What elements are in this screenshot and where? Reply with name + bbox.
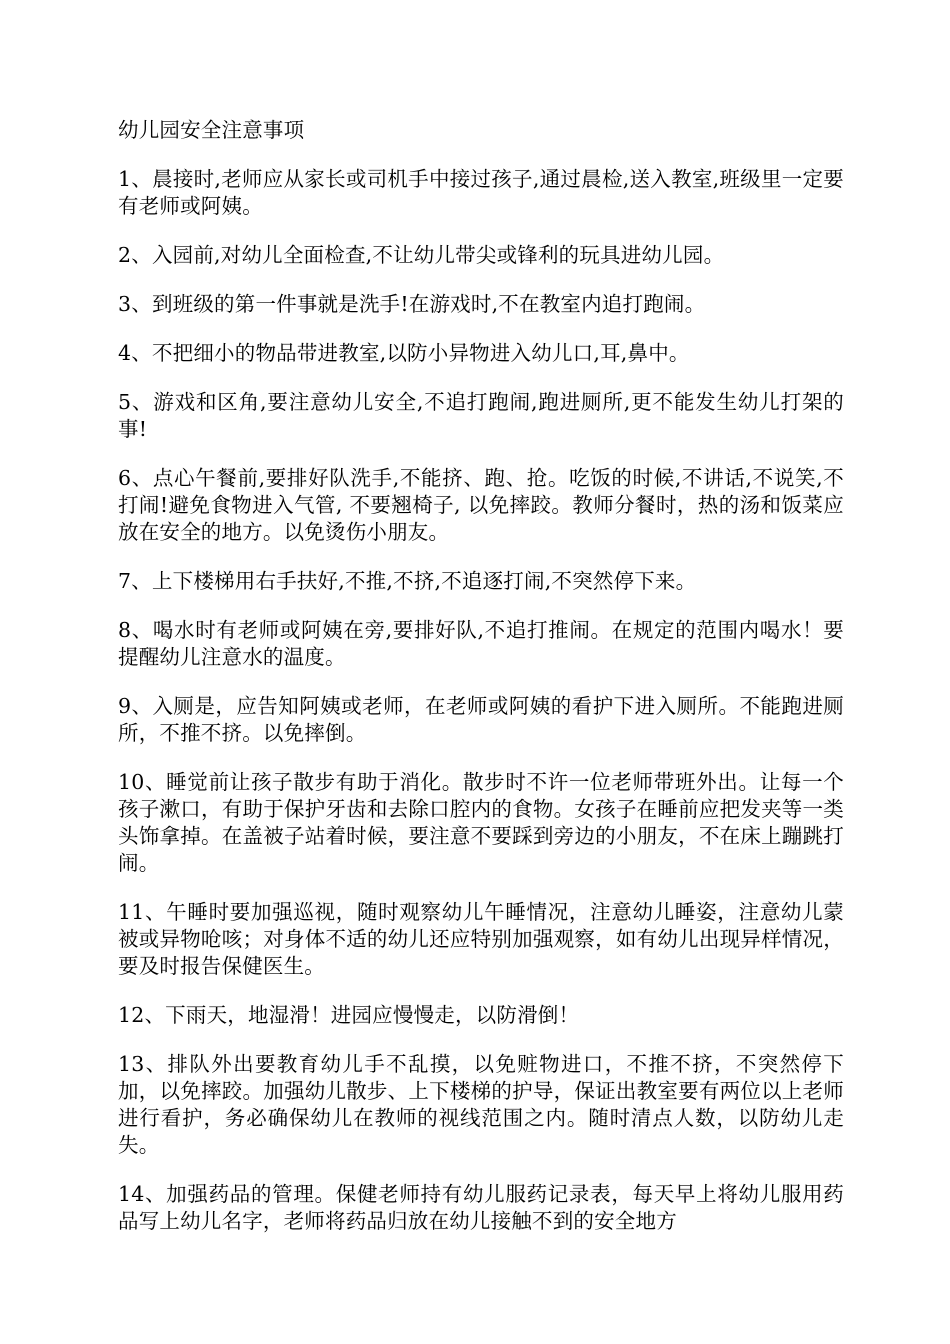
paragraph-2: 2、入园前,对幼儿全面检查,不让幼儿带尖或锋利的玩具进幼儿园。 [118,243,725,267]
document-page [118,117,844,1235]
paragraph-13: 13、排队外出要教育幼儿手不乱摸，以免赃物进口，不推不挤，不突然停下加，以免摔跤。加强幼儿散步、上下楼梯的护导，保证出教室要有两位以上老师进行看护，务必确保幼儿在教师的视线范围之内。随时清点人数，以防幼儿走失。 [118,1052,844,1157]
paragraph-4: 4、不把细小的物品带进教室,以防小异物进入幼儿口,耳,鼻中。 [118,341,690,365]
paragraph-12: 12、下雨天，地湿滑！进园应慢慢走，以防滑倒！ [118,1003,580,1027]
paragraph-1: 1、晨接时,老师应从家长或司机手中接过孩子,通过晨检,送入教室,班级里一定要有老师或阿姨。 [118,167,844,218]
paragraph-3: 3、到班级的第一件事就是洗手!在游戏时,不在教室内追打跑闹。 [118,292,706,316]
paragraph-8: 8、喝水时有老师或阿姨在旁,要排好队,不追打推闹。在规定的范围内喝水！要提醒幼儿注意水的温度。 [118,618,844,669]
paragraph-5: 5、游戏和区角,要注意幼儿安全,不追打跑闹,跑进厕所,更不能发生幼儿打架的事! [118,390,844,441]
paragraph-14: 14、加强药品的管理。保健老师持有幼儿服药记录表，每天早上将幼儿服用药品写上幼儿名字，老师将药品归放在幼儿接触不到的安全地方 [118,1182,844,1233]
document-title: 幼儿园安全注意事项 [118,118,305,142]
paragraph-9: 9、入厕是，应告知阿姨或老师，在老师或阿姨的看护下进入厕所。不能跑进厕所，不推不挤。以免摔倒。 [118,694,844,745]
paragraph-7: 7、上下楼梯用右手扶好,不推,不挤,不追逐打闹,不突然停下来。 [118,569,697,593]
paragraph-10: 10、睡觉前让孩子散步有助于消化。散步时不许一位老师带班外出。让每一个孩子漱口，有助于保护牙齿和去除口腔内的食物。女孩子在睡前应把发夹等一类头饰拿掉。在盖被子站着时候，要注意不要踩到旁边的小朋友，不在床上蹦跳打闹。 [118,770,844,875]
paragraph-6: 6、点心午餐前,要排好队洗手,不能挤、跑、抢。吃饭的时候,不讲话,不说笑,不打闹!避免食物进入气管, 不要翘椅子, 以免摔跤。教师分餐时，热的汤和饭菜应放在安全的地方。以免烫伤小朋友。 [118,466,844,544]
paragraph-11: 11、午睡时要加强巡视，随时观察幼儿午睡情况，注意幼儿睡姿，注意幼儿蒙被或异物呛咳；对身体不适的幼儿还应特别加强观察，如有幼儿出现异样情况，要及时报告保健医生。 [118,900,844,978]
